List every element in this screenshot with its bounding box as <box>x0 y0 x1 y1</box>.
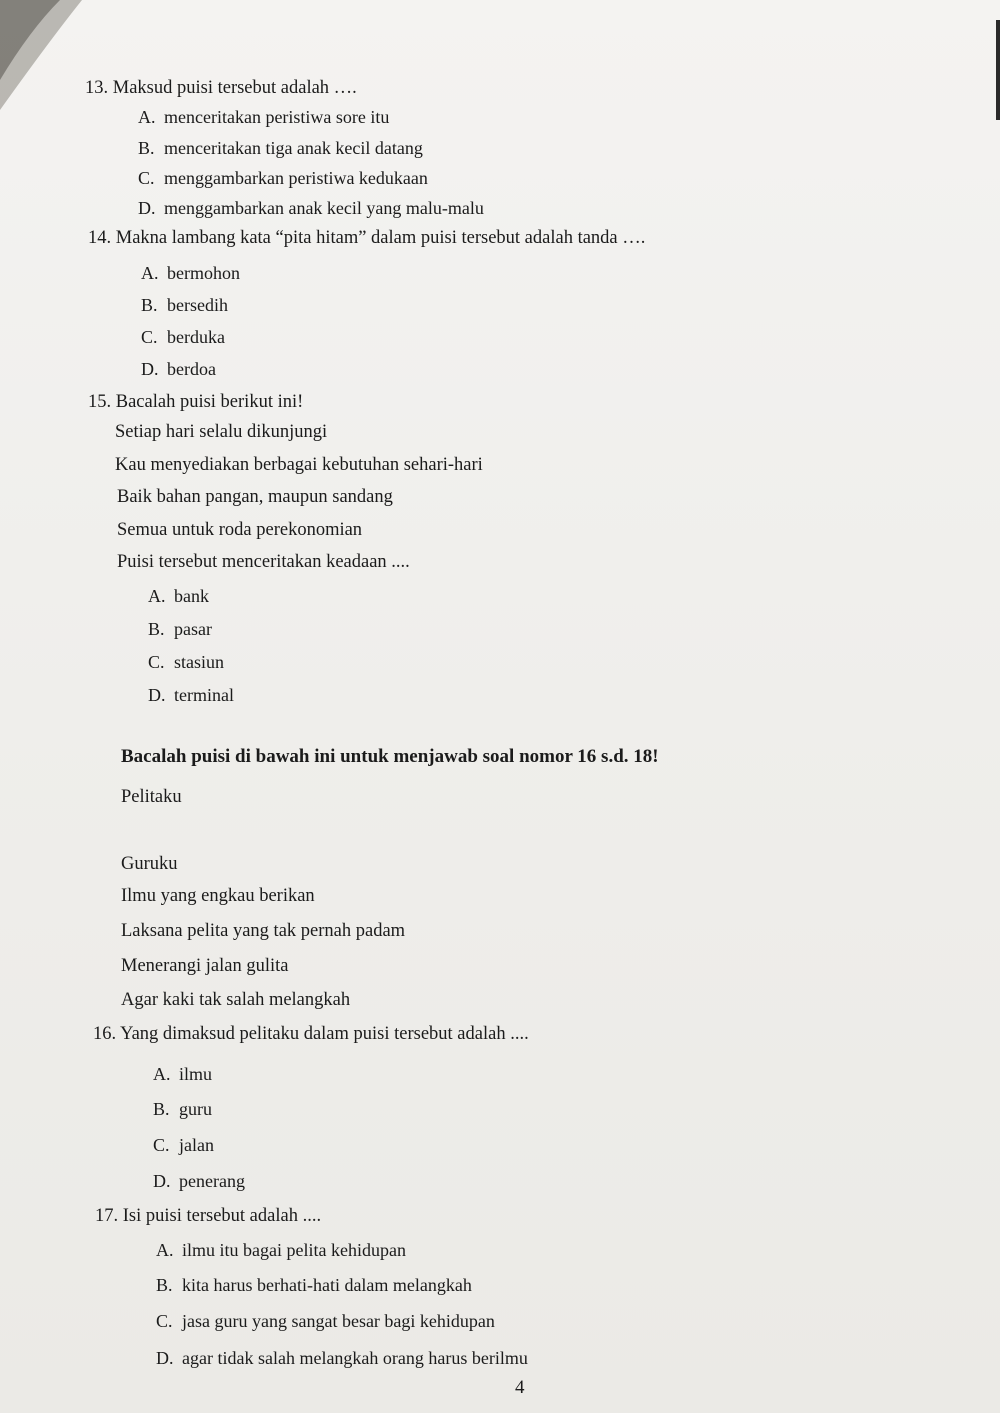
option-letter: D. <box>138 198 156 218</box>
option-text: guru <box>179 1099 212 1119</box>
option-letter: D. <box>153 1171 171 1191</box>
option-letter: C. <box>148 652 165 672</box>
q17-option-b <box>156 1274 472 1296</box>
poem-line-4: Menerangi jalan gulita <box>121 956 289 976</box>
option-letter: B. <box>141 295 158 315</box>
option-letter: A. <box>141 263 159 283</box>
q16-option-d <box>153 1170 245 1192</box>
option-letter: C. <box>141 327 158 347</box>
option-letter: B. <box>138 138 155 158</box>
q14-option-c <box>141 326 225 348</box>
option-text: menceritakan peristiwa sore itu <box>164 107 390 127</box>
option-text: berdoa <box>167 359 216 379</box>
question-17: 17. Isi puisi tersebut adalah .... <box>95 1206 322 1226</box>
q17-option-d <box>156 1347 528 1369</box>
page-edge-shadow <box>996 20 1000 120</box>
poem-line-5: Agar kaki tak salah melangkah <box>121 990 351 1010</box>
q13-option-a <box>138 106 389 128</box>
poem-line-2: Ilmu yang engkau berikan <box>121 886 315 906</box>
q13-option-b <box>138 137 423 159</box>
q15-prompt: Puisi tersebut menceritakan keadaan .... <box>117 552 410 572</box>
poem-title: Pelitaku <box>121 787 182 807</box>
q15-poem-line-3: Baik bahan pangan, maupun sandang <box>117 487 393 507</box>
option-text: bersedih <box>167 295 228 315</box>
option-letter: D. <box>156 1348 174 1368</box>
poem-line-3: Laksana pelita yang tak pernah padam <box>121 921 406 941</box>
option-text: terminal <box>174 685 234 705</box>
option-letter: B. <box>156 1275 173 1295</box>
option-text: pasar <box>174 619 212 639</box>
question-15: 15. Bacalah puisi berikut ini! <box>88 392 304 412</box>
question-14: 14. Makna lambang kata “pita hitam” dalam puisi tersebut adalah tanda …. <box>88 228 646 248</box>
q13-option-c <box>138 167 428 189</box>
option-text: stasiun <box>174 652 225 672</box>
q14-option-d <box>141 358 216 380</box>
q15-option-b <box>148 618 212 640</box>
option-text: agar tidak salah melangkah orang harus berilmu <box>182 1348 528 1368</box>
option-text: kita harus berhati-hati dalam melangkah <box>182 1275 472 1295</box>
option-text: bermohon <box>167 263 240 283</box>
q14-option-a <box>141 262 240 284</box>
page-number: 4 <box>515 1377 525 1398</box>
option-text: jalan <box>179 1135 214 1155</box>
option-text: menceritakan tiga anak kecil datang <box>164 138 423 158</box>
q17-option-c <box>156 1310 495 1332</box>
option-text: ilmu <box>179 1064 213 1084</box>
instruction-heading: Bacalah puisi di bawah ini untuk menjawab soal nomor 16 s.d. 18! <box>121 746 659 767</box>
option-letter: C. <box>156 1311 173 1331</box>
option-text: ilmu itu bagai pelita kehidupan <box>182 1240 406 1260</box>
page-corner-shadow <box>0 0 90 110</box>
q13-option-d <box>138 197 484 219</box>
option-letter: A. <box>153 1064 171 1084</box>
option-letter: B. <box>153 1099 170 1119</box>
q16-option-c <box>153 1134 214 1156</box>
option-letter: B. <box>148 619 165 639</box>
option-letter: D. <box>141 359 159 379</box>
option-text: jasa guru yang sangat besar bagi kehidupan <box>182 1311 495 1331</box>
poem-line-1: Guruku <box>121 854 178 874</box>
option-text: penerang <box>179 1171 245 1191</box>
q16-option-b <box>153 1098 212 1120</box>
option-text: menggambarkan peristiwa kedukaan <box>164 168 428 188</box>
option-text: menggambarkan anak kecil yang malu-malu <box>164 198 484 218</box>
q15-poem-line-1: Setiap hari selalu dikunjungi <box>115 422 328 442</box>
option-letter: A. <box>138 107 156 127</box>
q14-option-b <box>141 294 228 316</box>
option-text: berduka <box>167 327 225 347</box>
question-13: 13. Maksud puisi tersebut adalah …. <box>85 78 357 98</box>
q15-option-c <box>148 651 224 673</box>
q16-option-a <box>153 1063 212 1085</box>
option-text: bank <box>174 586 209 606</box>
q15-option-a <box>148 585 209 607</box>
question-16: 16. Yang dimaksud pelitaku dalam puisi tersebut adalah .... <box>93 1024 529 1044</box>
option-letter: C. <box>138 168 155 188</box>
q15-poem-line-4: Semua untuk roda perekonomian <box>117 520 363 540</box>
q15-option-d <box>148 684 234 706</box>
option-letter: C. <box>153 1135 170 1155</box>
q15-poem-line-2: Kau menyediakan berbagai kebutuhan sehari-hari <box>115 455 483 475</box>
q17-option-a <box>156 1239 406 1261</box>
option-letter: A. <box>156 1240 174 1260</box>
option-letter: A. <box>148 586 166 606</box>
option-letter: D. <box>148 685 166 705</box>
